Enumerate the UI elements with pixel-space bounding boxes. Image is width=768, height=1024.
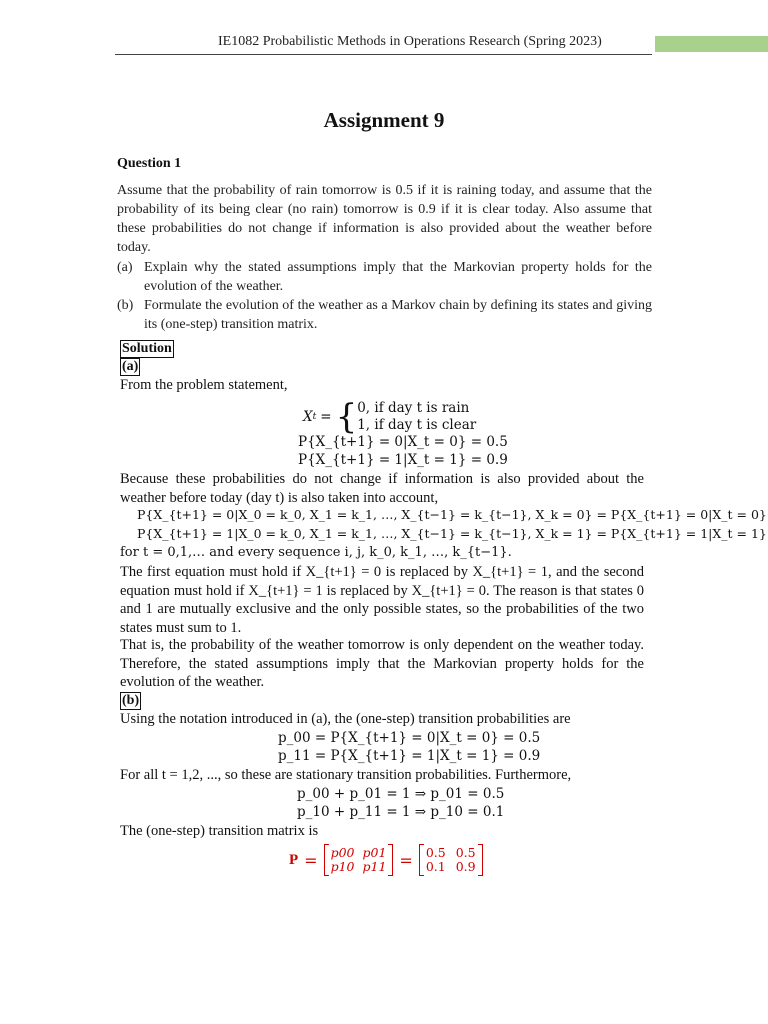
matrix-value: 0.1 xyxy=(425,859,446,874)
markov-equation-0: P{X_{t+1} = 0|X_0 = k_0, X_1 = k_1, …, X_{t−1} = k_{t−1}, X_k = 0} = P{X_{t+1} = 0|X_t = 0} xyxy=(137,507,767,522)
state-case-1: 1, if day t is clear xyxy=(357,417,477,433)
page-title: Assignment 9 xyxy=(323,108,445,132)
item-text: Explain why the stated assumptions imply that the Markovian property holds for the evolution of the weather. xyxy=(144,260,652,294)
matrix-symbol: p00 xyxy=(330,845,355,860)
item-text: Formulate the evolution of the weather as a Markov chain by defining its states and giving its (one-step) transition matrix. xyxy=(144,298,652,332)
equation-p00: p_00 = P{X_{t+1} = 0|X_t = 0} = 0.5 xyxy=(278,730,541,746)
matrix-value: 0.5 xyxy=(425,845,446,860)
solution-heading: Solution xyxy=(122,341,172,356)
matrix-value: 0.9 xyxy=(455,859,476,874)
equation-p01: p_00 + p_01 = 1 ⇒ p_01 = 0.5 xyxy=(297,786,505,802)
equation-p11: p_11 = P{X_{t+1} = 1|X_t = 1} = 0.9 xyxy=(278,748,541,764)
matrix-label: P xyxy=(289,851,299,868)
conclusion-paragraph: That is, the probability of the weather tomorrow is only dependent on the weather today. Therefore, the stated assumptions imply that the Markovian property holds for the evolution of the weather. xyxy=(120,637,644,690)
markov-equation-1: P{X_{t+1} = 1|X_0 = k_0, X_1 = k_1, …, X_{t−1} = k_{t−1}, X_k = 1} = P{X_{t+1} = 1|X_t = 1} xyxy=(137,526,767,541)
equation-clear: P{X_{t+1} = 1|X_t = 1} = 0.9 xyxy=(298,452,508,468)
item-label: (b) xyxy=(117,298,134,313)
matrix-intro: The (one-step) transition matrix is xyxy=(120,823,319,839)
part-a-intro: From the problem statement, xyxy=(120,377,288,393)
equation-rain: P{X_{t+1} = 0|X_t = 0} = 0.5 xyxy=(298,434,508,450)
course-header: IE1082 Probabilistic Methods in Operations Research (Spring 2023) xyxy=(218,34,602,49)
matrix-symbol: p01 xyxy=(362,845,387,860)
x-symbol: X xyxy=(303,409,313,425)
header-accent-bar xyxy=(655,36,768,52)
question-item-a xyxy=(117,258,652,296)
part-b-intro: Using the notation introduced in (a), the (one-step) transition probabilities are xyxy=(120,711,571,727)
part-a-label: (a) xyxy=(122,359,139,374)
independence-paragraph: Because these probabilities do not change if information is also provided about the weather before today (day t) is also taken into account, xyxy=(120,471,644,506)
transition-matrix: P = p00 p01 p10 p11 = 0.5 0.5 0.1 0.9 xyxy=(289,844,483,876)
part-b-label: (b) xyxy=(122,693,140,708)
state-case-0: 0, if day t is rain xyxy=(357,400,470,416)
question-heading: Question 1 xyxy=(117,156,182,171)
equation-p10: p_10 + p_11 = 1 ⇒ p_10 = 0.1 xyxy=(297,804,505,820)
stationary-line: For all t = 1,2, ..., so these are stationary transition probabilities. Furthermore, xyxy=(120,767,572,783)
state-definition: X t = { 0, if day t is rain 1, if day t is clear xyxy=(303,397,477,437)
question-item-b xyxy=(117,296,652,334)
matrix-symbol: p11 xyxy=(362,859,387,874)
for-sequence-line: for t = 0,1,… and every sequence i, j, k_0, k_1, …, k_{t−1}. xyxy=(120,545,512,560)
question-intro: Assume that the probability of rain tomorrow is 0.5 if it is raining today, and assume that the probability of its being clear (no rain) tomorrow is 0.9 if it is clear today. Also assume that these probabilities do not change if information is also provided about the weather before today. xyxy=(117,183,652,255)
matrix-symbol: p10 xyxy=(330,859,355,874)
header-divider xyxy=(115,54,652,55)
matrix-value: 0.5 xyxy=(455,845,476,860)
complement-paragraph: The first equation must hold if X_{t+1} = 0 is replaced by X_{t+1} = 1, and the second equation must hold if X_{t+1} = 1 is replaced by X_{t+1} = 0. The reason is that states 0 and 1 are mutually exclusive and the only possible states, so the probabilities of the two states must sum to 1. xyxy=(120,564,644,636)
item-label: (a) xyxy=(117,260,133,275)
